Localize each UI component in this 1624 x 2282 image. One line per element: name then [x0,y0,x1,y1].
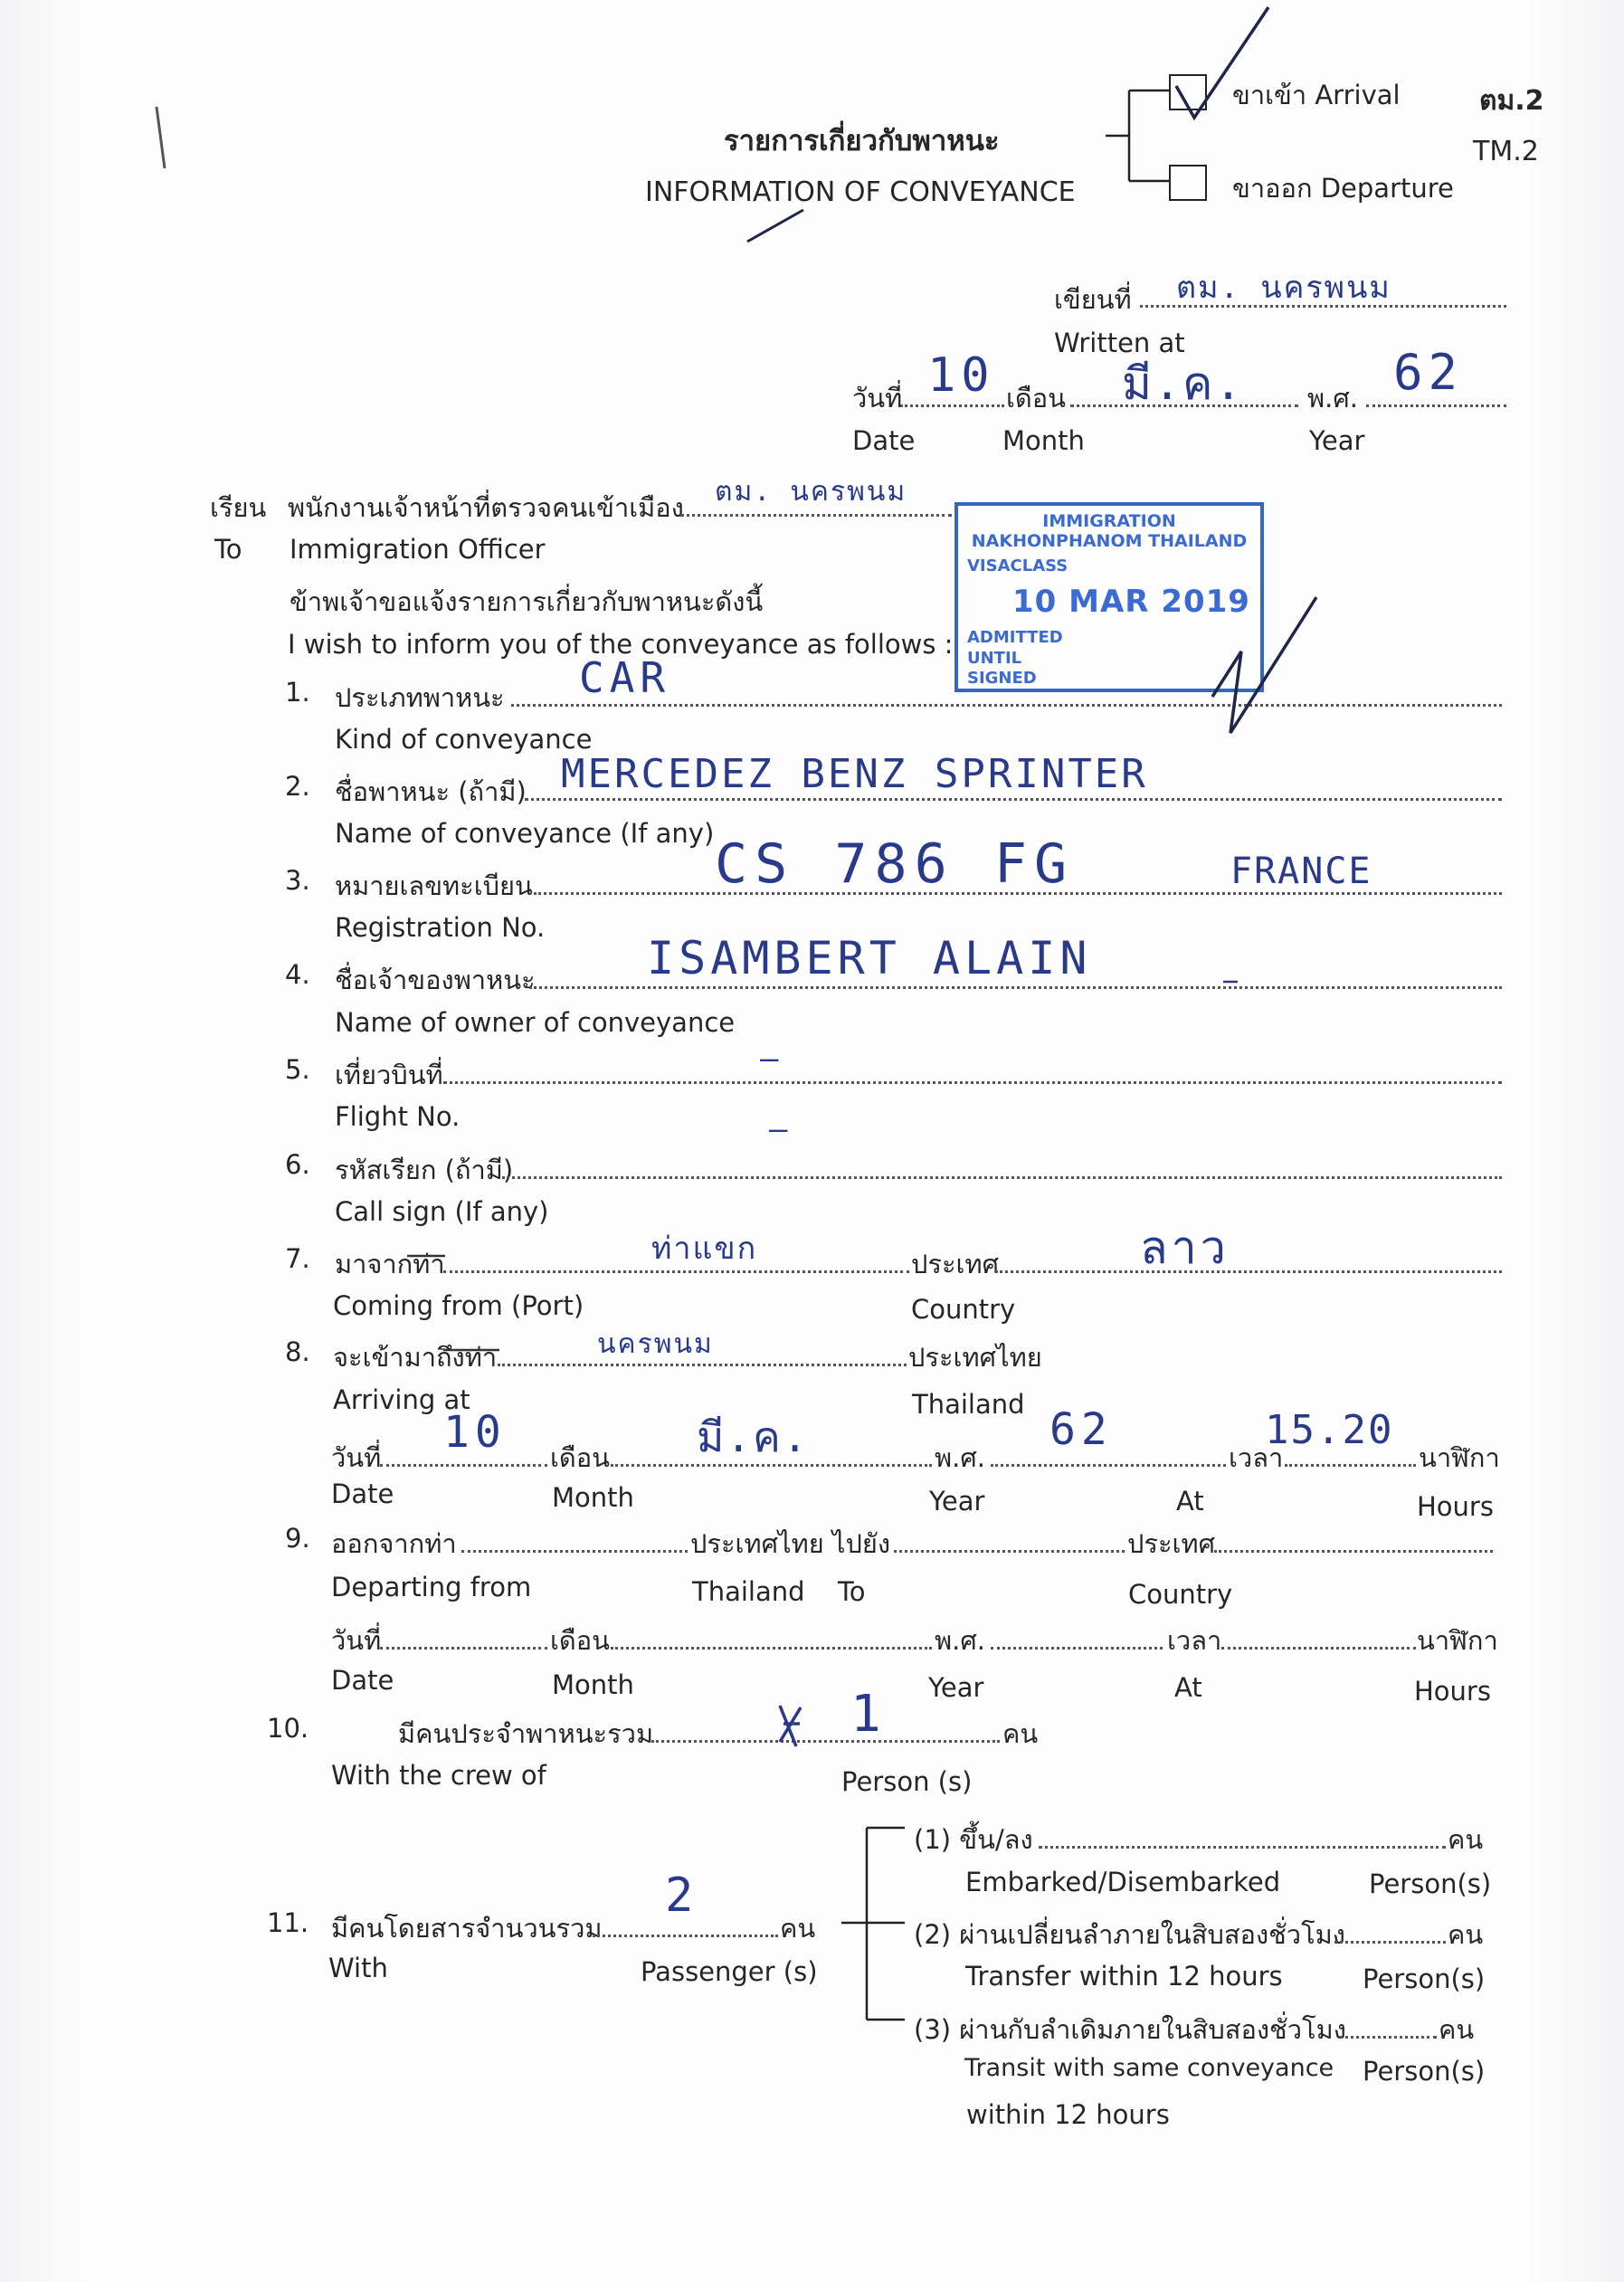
item6-value[interactable]: — [769,1111,793,1147]
item9-label-thai: ออกจากท่า [331,1528,457,1559]
officer-label-english: Immigration Officer [290,534,546,565]
item9-country-label-english: Country [1128,1579,1233,1610]
date-year-line [1366,404,1506,407]
item8-number: 8. [285,1336,310,1367]
item10-unit-thai: คน [1002,1718,1039,1749]
written-at-label-thai: เขียนที่ [1054,284,1132,315]
item3-value[interactable]: CS 786 FG [715,832,1075,896]
sub1-label-thai: (1) ขึ้น/ลง [914,1824,1033,1855]
item9-to-english: To [838,1576,866,1607]
stamp-date: 10 MAR 2019 [1012,584,1250,620]
sub1-label-english: Embarked/Disembarked [965,1867,1281,1897]
item11-number: 11. [267,1907,309,1938]
item8-year-line [991,1464,1226,1467]
item9-thailand-to-thai: ประเทศไทย ไปยัง [690,1528,891,1559]
item2-label-english: Name of conveyance (If any) [335,818,715,849]
item8-year-label-english: Year [929,1486,985,1517]
item1-line [511,704,1502,707]
date-year-label-english: Year [1309,425,1365,456]
stamp-signed: SIGNED [967,669,1037,688]
item5-value[interactable]: — [760,1041,784,1077]
item8-at-label-english: At [1176,1486,1204,1517]
item9-day-line [380,1647,547,1650]
item9-month-line [611,1647,932,1650]
item1-label-english: Kind of conveyance [335,724,593,755]
date-month-label-thai: เดือน [1006,383,1066,414]
departure-checkbox[interactable] [1169,165,1207,201]
item8-month-label-thai: เดือน [550,1442,610,1473]
item7-country-label-english: Country [911,1294,1016,1325]
item8-day-line [380,1464,547,1467]
sub2-unit-thai: คน [1448,1919,1484,1950]
title-english: INFORMATION OF CONVEYANCE [645,176,1076,208]
sub2-unit-english: Person(s) [1363,1963,1486,1994]
to-label: To [214,534,242,565]
item3-country-value[interactable]: FRANCE [1230,851,1372,892]
item9-day-label-thai: วันที่ [331,1625,382,1656]
item3-label-english: Registration No. [335,912,546,943]
item8-country-label-english: Thailand [912,1389,1025,1420]
item9-label-english: Departing from [331,1572,532,1602]
date-day-label-english: Date [852,425,916,456]
stamp-line2: NAKHONPHANOM THAILAND [971,531,1248,551]
item9-month-label-thai: เดือน [550,1625,610,1656]
item8-day-label-thai: วันที่ [331,1442,382,1473]
item9-country-label-thai: ประเทศ [1127,1528,1215,1559]
item8-month-label-english: Month [552,1482,634,1513]
item8-year-value[interactable]: 62 [1049,1404,1113,1455]
item10-label-english: With the crew of [331,1760,546,1791]
date-day-label-thai: วันที่ [852,383,903,414]
item9-thailand-english: Thailand [692,1576,805,1607]
sub2-label-english: Transfer within 12 hours [965,1961,1283,1992]
title-thai: รายการเกี่ยวกับพาหนะ [724,125,1000,157]
item9-number: 9. [285,1523,310,1554]
item6-number: 6. [285,1149,310,1180]
item8-date-label-english: Date [331,1479,394,1509]
sub3-label-thai: (3) ผ่านกับลำเดิมภายในสิบสองชั่วโมง [914,2014,1346,2045]
arrival-label: ขาเข้า Arrival [1232,80,1401,110]
date-day-line [900,404,1004,407]
item9-hours-label-thai: นาฬิกา [1417,1625,1498,1656]
officer-line [680,514,952,517]
officer-value[interactable]: ตม. นครพนม [715,476,907,508]
item8-hours-label-english: Hours [1417,1491,1494,1522]
sub1-unit-thai: คน [1448,1824,1484,1855]
stamp-until: UNTIL [967,649,1022,668]
written-at-label-english: Written at [1054,328,1185,358]
item4-line [529,986,1502,989]
item5-line [443,1081,1502,1084]
item7-country-line [995,1270,1502,1273]
stamp-admitted: ADMITTED [967,628,1063,647]
item2-line [525,798,1502,801]
item11-value[interactable]: 2 [665,1868,699,1923]
item7-label-thai: มาจากท่า [335,1249,445,1279]
date-month-label-english: Month [1002,425,1085,456]
item5-number: 5. [285,1054,310,1085]
item1-number: 1. [285,677,310,708]
departure-label: ขาออก Departure [1232,173,1454,204]
item11-unit-english: Passenger (s) [641,1956,818,1987]
item10-unit-english: Person (s) [841,1766,973,1797]
item2-value[interactable]: MERCEDEZ BENZ SPRINTER [561,751,1148,797]
item8-time-line [1285,1464,1416,1467]
item4-label-english: Name of owner of conveyance [335,1007,736,1038]
item2-label-thai: ชื่อพาหนะ (ถ้ามี) [335,776,527,807]
item1-label-thai: ประเภทพาหนะ [335,682,505,713]
item9-time-label-thai: เวลา [1167,1625,1222,1656]
item9-to-line [894,1550,1125,1553]
item10-number: 10. [267,1713,309,1744]
item10-label-thai: มีคนประจำพาหนะรวม [398,1718,654,1749]
date-year-value[interactable]: 62 [1393,344,1464,401]
item8-value[interactable]: นครพนม [597,1328,714,1360]
item4-value[interactable]: ISAMBERT ALAIN [647,932,1092,984]
item8-time-label-thai: เวลา [1229,1442,1284,1473]
item11-unit-thai: คน [780,1913,816,1944]
item9-month-label-english: Month [552,1669,634,1700]
item8-country-label-thai: ประเทศไทย [908,1342,1042,1373]
item11-line [593,1935,778,1937]
item2-number: 2. [285,771,310,802]
item6-line [502,1176,1502,1179]
item6-label-english: Call sign (If any) [335,1196,549,1227]
item7-number: 7. [285,1243,310,1274]
date-year-label-thai: พ.ศ. [1307,383,1358,414]
sub3-line [1339,2036,1437,2039]
immigration-stamp [954,502,1264,692]
item5-label-thai: เที่ยวบินที่ [335,1060,443,1090]
sub3-label-english: Transit with same conveyance [964,2054,1334,2082]
item7-label-english: Coming from (Port) [333,1290,584,1321]
item9-year-label-thai: พ.ศ. [935,1625,985,1656]
arrival-checkbox[interactable] [1169,74,1207,110]
item8-day-value[interactable]: 10 [443,1407,507,1458]
form-code-thai: ตม.2 [1479,85,1544,117]
sub3-label-english-line2: within 12 hours [966,2099,1170,2130]
sub3-unit-thai: คน [1439,2014,1475,2045]
item9-line [461,1550,688,1553]
item9-year-line [991,1647,1163,1650]
sub2-label-thai: (2) ผ่านเปลี่ยนลำภายในสิบสองชั่วโมง [914,1919,1345,1950]
form-code-english: TM.2 [1473,136,1539,167]
stamp-line1: IMMIGRATION [1042,511,1176,531]
item4-label-thai: ชื่อเจ้าของพาหนะ [335,965,536,995]
item4-number: 4. [285,959,310,990]
item10-line [651,1740,1000,1743]
sub3-unit-english: Person(s) [1363,2056,1486,2087]
item1-value[interactable]: CAR [579,653,671,702]
written-at-value[interactable]: ตม. นครพนม [1176,270,1391,306]
item8-hours-label-thai: นาฬิกา [1419,1442,1500,1473]
item11-label-thai: มีคนโดยสารจำนวนรวม [331,1913,603,1944]
item7-country-value[interactable]: ลาว [1140,1222,1230,1274]
item9-time-line [1221,1647,1416,1650]
item11-label-english: With [328,1953,388,1983]
item8-time-value[interactable]: 15.20 [1265,1407,1394,1453]
item3-number: 3. [285,865,310,896]
dear-label: เรียน [210,492,267,523]
item9-at-label-english: At [1174,1672,1202,1703]
date-day-value[interactable]: 10 [927,348,995,403]
item7-value[interactable]: ท่าแขก [651,1231,758,1267]
item8-label-english: Arriving at [333,1384,470,1415]
item9-hours-label-english: Hours [1414,1676,1491,1707]
item8-month-value[interactable]: มี.ค. [697,1412,810,1461]
item9-year-label-english: Year [928,1672,984,1703]
item5-label-english: Flight No. [335,1101,461,1132]
item10-value[interactable]: 1 [850,1685,887,1744]
item7-country-label-thai: ประเทศ [911,1249,999,1279]
sub2-line [1334,1941,1446,1944]
sub1-unit-english: Person(s) [1369,1868,1492,1899]
sub1-line [1039,1846,1446,1849]
item9-country-line [1214,1550,1493,1553]
officer-label-thai: พนักงานเจ้าหน้าที่ตรวจคนเข้าเมือง [288,492,684,523]
item9-date-label-english: Date [331,1665,394,1696]
stamp-visaclass: VISACLASS [967,556,1068,575]
intro-thai: ข้าพเจ้าขอแจ้งรายการเกี่ยวกับพาหนะดังนี้ [290,586,764,617]
item8-label-thai: จะเข้ามาถึงท่า [333,1342,498,1373]
item6-label-thai: รหัสเรียก (ถ้ามี) [335,1155,514,1185]
intro-english: I wish to inform you of the conveyance as follows : [288,629,954,660]
date-month-value[interactable]: มี.ค. [1122,357,1244,410]
item3-label-thai: หมายเลขทะเบียน [335,870,533,901]
item8-year-label-thai: พ.ศ. [935,1442,985,1473]
